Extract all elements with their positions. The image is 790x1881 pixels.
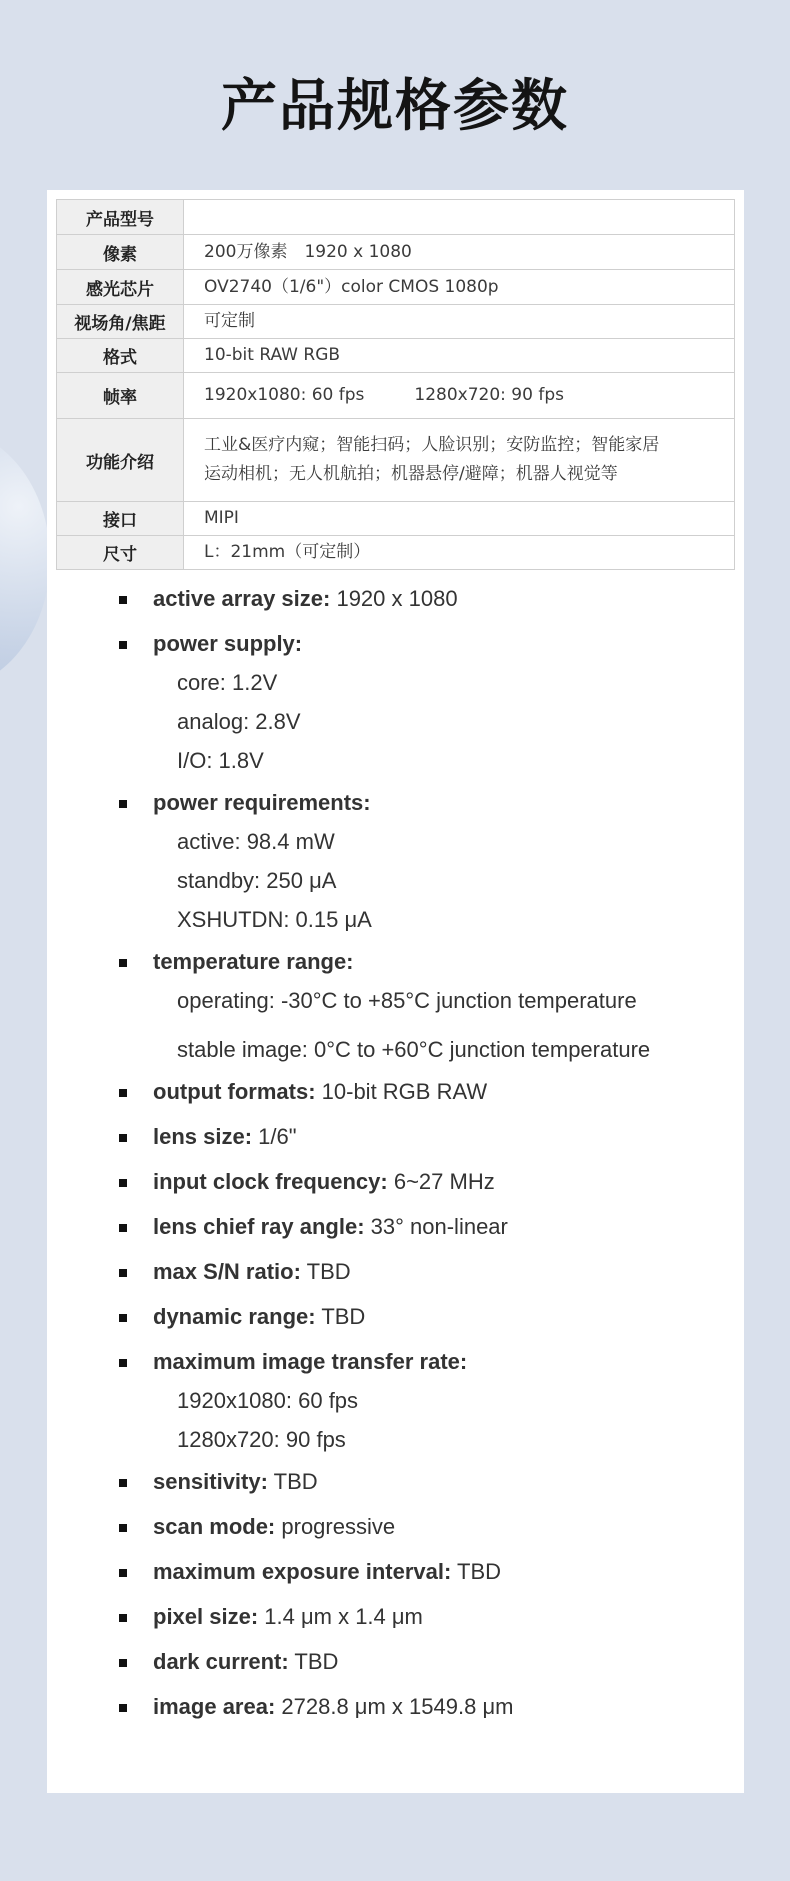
list-item bbox=[47, 1213, 744, 1241]
spec-label: output formats: bbox=[153, 1079, 316, 1104]
table-row bbox=[57, 200, 735, 235]
spec-value: progressive bbox=[275, 1514, 396, 1539]
spec-label: lens size: bbox=[153, 1124, 253, 1149]
page-title: 产品规格参数 bbox=[221, 74, 569, 139]
row-key: 产品型号 bbox=[57, 200, 184, 235]
row-key: 功能介绍 bbox=[57, 419, 184, 502]
spec-list bbox=[47, 585, 744, 1738]
row-value: 200万像素 1920 x 1080 bbox=[184, 235, 735, 270]
spec-label: sensitivity: bbox=[153, 1469, 268, 1494]
row-value bbox=[184, 373, 735, 419]
sub-item: 1920x1080: 60 fps bbox=[177, 1388, 359, 1413]
frame-rate-1080p: 1920x1080: 60 fps bbox=[204, 385, 365, 405]
list-item bbox=[47, 1648, 744, 1676]
sub-item: I/O: 1.8V bbox=[177, 748, 264, 773]
sub-item: analog: 2.8V bbox=[177, 709, 301, 734]
spec-value: 2728.8 μm x 1549.8 μm bbox=[275, 1694, 514, 1719]
row-key: 感光芯片 bbox=[57, 270, 184, 305]
list-item bbox=[47, 630, 744, 775]
row-key: 尺寸 bbox=[57, 536, 184, 570]
table-row bbox=[57, 339, 735, 373]
row-value: OV2740（1/6"）color CMOS 1080p bbox=[184, 270, 735, 305]
row-value: 10-bit RAW RGB bbox=[184, 339, 735, 373]
row-key: 视场角/焦距 bbox=[57, 305, 184, 339]
spec-label: power supply: bbox=[153, 631, 303, 656]
spec-table bbox=[56, 199, 735, 570]
decorative-circle bbox=[0, 428, 50, 690]
spec-label: max S/N ratio: bbox=[153, 1259, 301, 1284]
table-row bbox=[57, 502, 735, 536]
list-item bbox=[47, 1513, 744, 1541]
list-item bbox=[47, 1123, 744, 1151]
list-item bbox=[47, 1303, 744, 1331]
spec-panel bbox=[47, 190, 744, 1793]
table-row bbox=[57, 419, 735, 502]
table-row bbox=[57, 536, 735, 570]
list-item bbox=[47, 1258, 744, 1286]
spec-label: input clock frequency: bbox=[153, 1169, 388, 1194]
sub-list bbox=[153, 668, 744, 775]
spec-label: maximum image transfer rate: bbox=[153, 1349, 468, 1374]
spec-value: 1920 x 1080 bbox=[330, 586, 458, 611]
row-key: 帧率 bbox=[57, 373, 184, 419]
spec-value: 1/6" bbox=[252, 1124, 297, 1149]
row-key: 接口 bbox=[57, 502, 184, 536]
table-row bbox=[57, 270, 735, 305]
sub-item: stable image: 0°C to +60°C junction temperature bbox=[177, 1037, 651, 1062]
feature-line-1: 工业&医疗内窥；智能扫码；人脸识别；安防监控；智能家居 bbox=[204, 435, 660, 455]
spec-value: 33° non-linear bbox=[364, 1214, 508, 1239]
spec-label: dynamic range: bbox=[153, 1304, 316, 1329]
row-key: 像素 bbox=[57, 235, 184, 270]
frame-rate-720p: 1280x720: 90 fps bbox=[414, 385, 564, 405]
spec-label: lens chief ray angle: bbox=[153, 1214, 365, 1239]
sub-item: 1280x720: 90 fps bbox=[177, 1427, 346, 1452]
row-value: L：21mm（可定制） bbox=[184, 536, 735, 570]
table-row bbox=[57, 305, 735, 339]
sub-item: XSHUTDN: 0.15 μA bbox=[177, 907, 372, 932]
list-item bbox=[47, 585, 744, 613]
spec-label: power requirements: bbox=[153, 790, 371, 815]
list-item bbox=[47, 1168, 744, 1196]
spec-value: 1.4 μm x 1.4 μm bbox=[258, 1604, 423, 1629]
list-item bbox=[47, 1348, 744, 1454]
spec-value: 6~27 MHz bbox=[387, 1169, 495, 1194]
table-row bbox=[57, 235, 735, 270]
sub-list bbox=[153, 1386, 744, 1454]
sub-item: active: 98.4 mW bbox=[177, 829, 335, 854]
list-item bbox=[47, 1558, 744, 1586]
spec-value: TBD bbox=[267, 1469, 318, 1494]
spec-value: TBD bbox=[451, 1559, 502, 1584]
sub-list bbox=[153, 986, 744, 1064]
row-value bbox=[184, 200, 735, 235]
feature-line-2: 运动相机；无人机航拍；机器悬停/避障；机器人视觉等 bbox=[204, 464, 618, 484]
spec-label: scan mode: bbox=[153, 1514, 276, 1539]
list-item bbox=[47, 1603, 744, 1631]
spec-value: TBD bbox=[315, 1304, 366, 1329]
spec-value: TBD bbox=[300, 1259, 351, 1284]
row-value bbox=[184, 419, 735, 502]
row-key: 格式 bbox=[57, 339, 184, 373]
list-item bbox=[47, 948, 744, 1064]
list-item bbox=[47, 1693, 744, 1721]
spec-label: maximum exposure interval: bbox=[153, 1559, 452, 1584]
row-value: MIPI bbox=[184, 502, 735, 536]
spec-value: TBD bbox=[288, 1649, 339, 1674]
spec-value: 10-bit RGB RAW bbox=[315, 1079, 488, 1104]
sub-item: core: 1.2V bbox=[177, 670, 278, 695]
spec-label: temperature range: bbox=[153, 949, 354, 974]
spec-label: image area: bbox=[153, 1694, 276, 1719]
list-item bbox=[47, 1078, 744, 1106]
spec-label: pixel size: bbox=[153, 1604, 259, 1629]
sub-item: operating: -30°C to +85°C junction temperature bbox=[177, 988, 637, 1013]
sub-item: standby: 250 μA bbox=[177, 868, 337, 893]
table-row bbox=[57, 373, 735, 419]
row-value: 可定制 bbox=[184, 305, 735, 339]
spec-label: dark current: bbox=[153, 1649, 289, 1674]
list-item bbox=[47, 789, 744, 934]
sub-list bbox=[153, 827, 744, 934]
spec-label: active array size: bbox=[153, 586, 331, 611]
list-item bbox=[47, 1468, 744, 1496]
